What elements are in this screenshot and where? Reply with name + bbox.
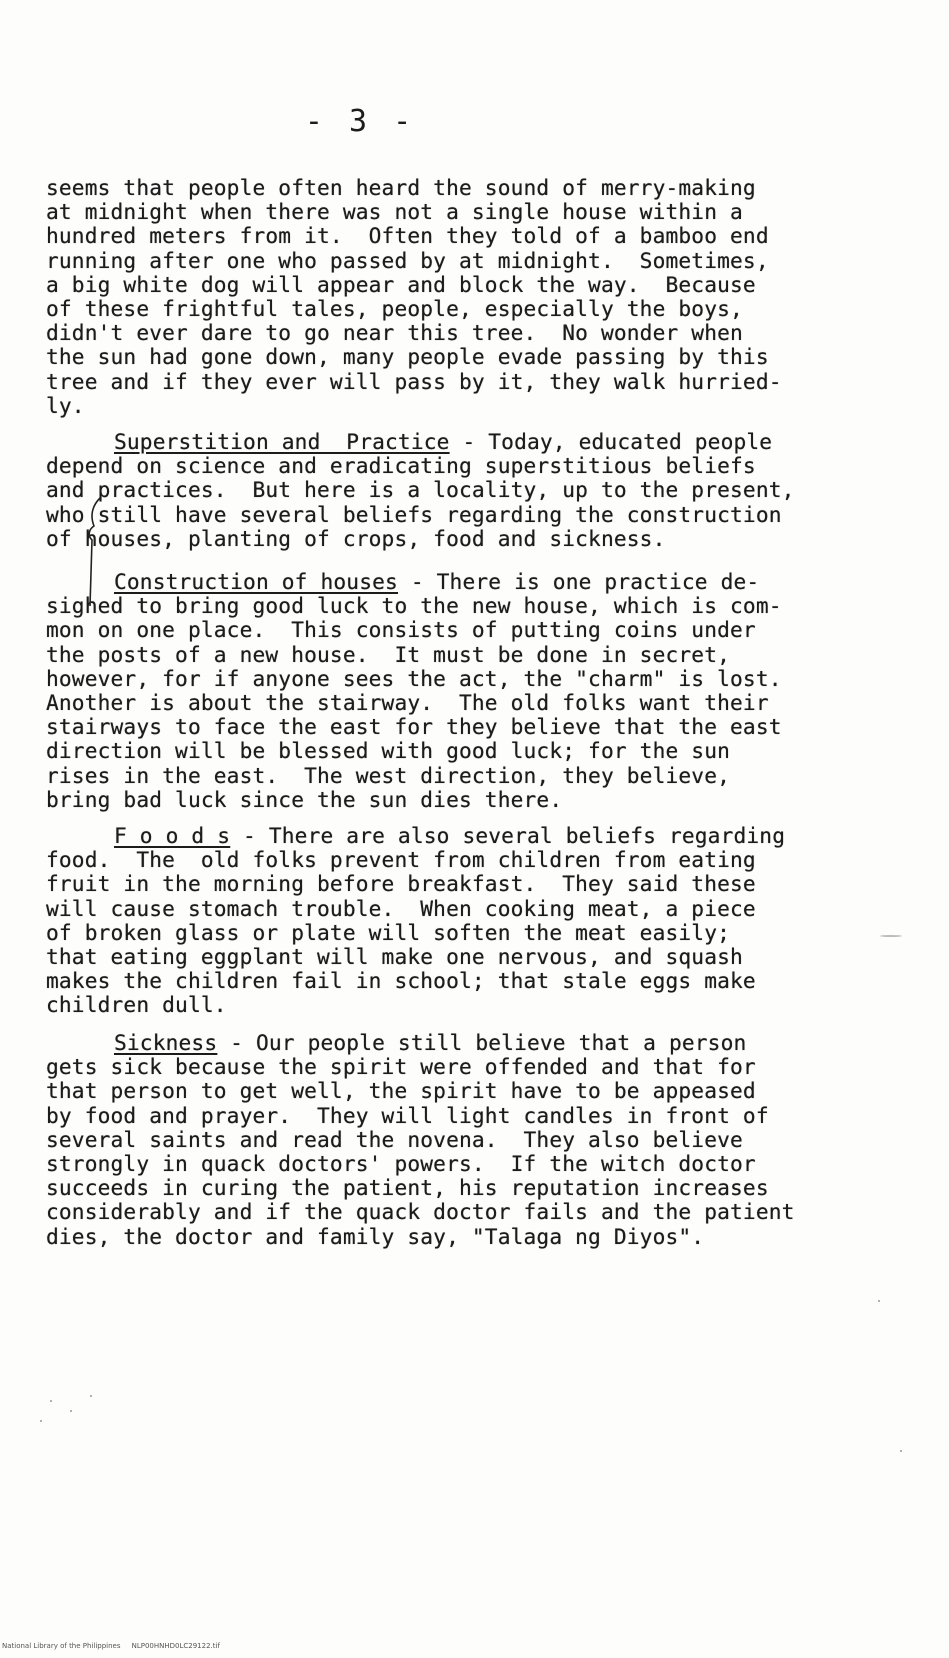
text-line: of these frightful tales, people, especially the boys, <box>46 296 743 322</box>
text-line: a big white dog will appear and block the way. Because <box>46 271 756 297</box>
paragraph-first-line <box>46 430 795 454</box>
paragraph-superstition-and-practice <box>46 430 795 551</box>
page-number: - 3 - <box>304 104 416 139</box>
text-line: will cause stomach trouble. When cooking meat, a piece <box>46 895 756 921</box>
text-line: and practices. But here is a locality, up to the present, <box>46 477 795 503</box>
text-line: - Today, educated people <box>449 429 773 454</box>
text-line: the posts of a new house. It must be done in secret, <box>46 641 731 667</box>
paragraph-continuation <box>46 176 782 418</box>
scan-speck <box>50 1400 52 1402</box>
text-line: seems that people often heard the sound of merry-making <box>46 175 756 200</box>
paragraph-sickness <box>46 1031 795 1249</box>
text-line: ly. <box>46 392 85 418</box>
text-line: dies, the doctor and family say, "Talaga ng Diyos". <box>46 1223 705 1249</box>
text-line: sighed to bring good luck to the new house, which is com- <box>46 593 782 619</box>
text-line: that eating eggplant will make one nervous, and squash <box>46 944 743 970</box>
scan-speck <box>90 1395 92 1397</box>
text-line: succeeds in curing the patient, his reputation increases <box>46 1175 769 1201</box>
text-line: however, for if anyone sees the act, the "charm" is lost. <box>46 665 782 691</box>
text-line: running after one who passed by at midnight. Sometimes, <box>46 247 769 273</box>
text-line: at midnight when there was not a single house within a <box>46 199 743 225</box>
text-line: stairways to face the east for they believe that the east <box>46 714 782 740</box>
scan-speck <box>40 1420 42 1422</box>
text-line: direction will be blessed with good luck; for the sun <box>46 738 731 764</box>
text-line: of broken glass or plate will soften the meat easily; <box>46 919 731 945</box>
text-line: tree and if they ever will pass by it, they walk hurried- <box>46 368 782 394</box>
scan-speck <box>900 1450 902 1452</box>
text-line: bring bad luck since the sun dies there. <box>46 786 563 812</box>
text-line: children dull. <box>46 992 227 1018</box>
text-line: several saints and read the novena. They also believe <box>46 1126 743 1152</box>
text-line: food. The old folks prevent from children from eating <box>46 847 756 873</box>
text-line: of houses, planting of crops, food and sickness. <box>46 525 666 551</box>
scan-footer-caption: National Library of the Philippines NLP00HNHD0LC29122.tif <box>2 1642 220 1650</box>
text-line: strongly in quack doctors' powers. If the witch doctor <box>46 1151 756 1177</box>
text-line: depend on science and eradicating superstitious beliefs <box>46 453 756 479</box>
paragraph-first-line <box>46 1031 795 1055</box>
paragraph-construction-of-houses <box>46 570 782 812</box>
section-heading: Superstition and Practice <box>114 429 450 454</box>
handwritten-bracket-mark <box>84 496 106 616</box>
text-line: - There is one practice de- <box>397 569 760 594</box>
section-heading: Sickness <box>114 1030 218 1055</box>
text-line: didn't ever dare to go near this tree. No wonder when <box>46 320 743 346</box>
text-line: by food and prayer. They will light candles in front of <box>46 1102 769 1128</box>
scan-speck <box>880 935 902 937</box>
text-line: rises in the east. The west direction, they believe, <box>46 762 731 788</box>
text-line: - Our people still believe that a person <box>217 1030 747 1055</box>
text-line: makes the children fail in school; that stale eggs make <box>46 968 756 994</box>
text-line: that person to get well, the spirit have to be appeased <box>46 1078 756 1104</box>
section-heading: F o o d s <box>114 823 231 848</box>
text-line: mon on one place. This consists of putting coins under <box>46 617 756 643</box>
text-line: Another is about the stairway. The old folks want their <box>46 690 769 716</box>
text-line: - There are also several beliefs regarding <box>230 823 786 848</box>
paragraph-first-line <box>46 824 785 848</box>
scan-speck <box>70 1410 72 1412</box>
text-line: considerably and if the quack doctor fails and the patient <box>46 1199 795 1225</box>
paragraph-first-line <box>46 570 782 594</box>
text-line: gets sick because the spirit were offended and that for <box>46 1054 756 1080</box>
text-line: fruit in the morning before breakfast. They said these <box>46 871 756 897</box>
section-heading: Construction of houses <box>114 569 398 594</box>
text-line: the sun had gone down, many people evade passing by this <box>46 344 769 370</box>
text-line: who still have several beliefs regarding the construction <box>46 501 782 527</box>
paragraph-foods <box>46 824 785 1018</box>
text-line: hundred meters from it. Often they told of a bamboo end <box>46 223 769 249</box>
scan-speck <box>878 1300 880 1302</box>
